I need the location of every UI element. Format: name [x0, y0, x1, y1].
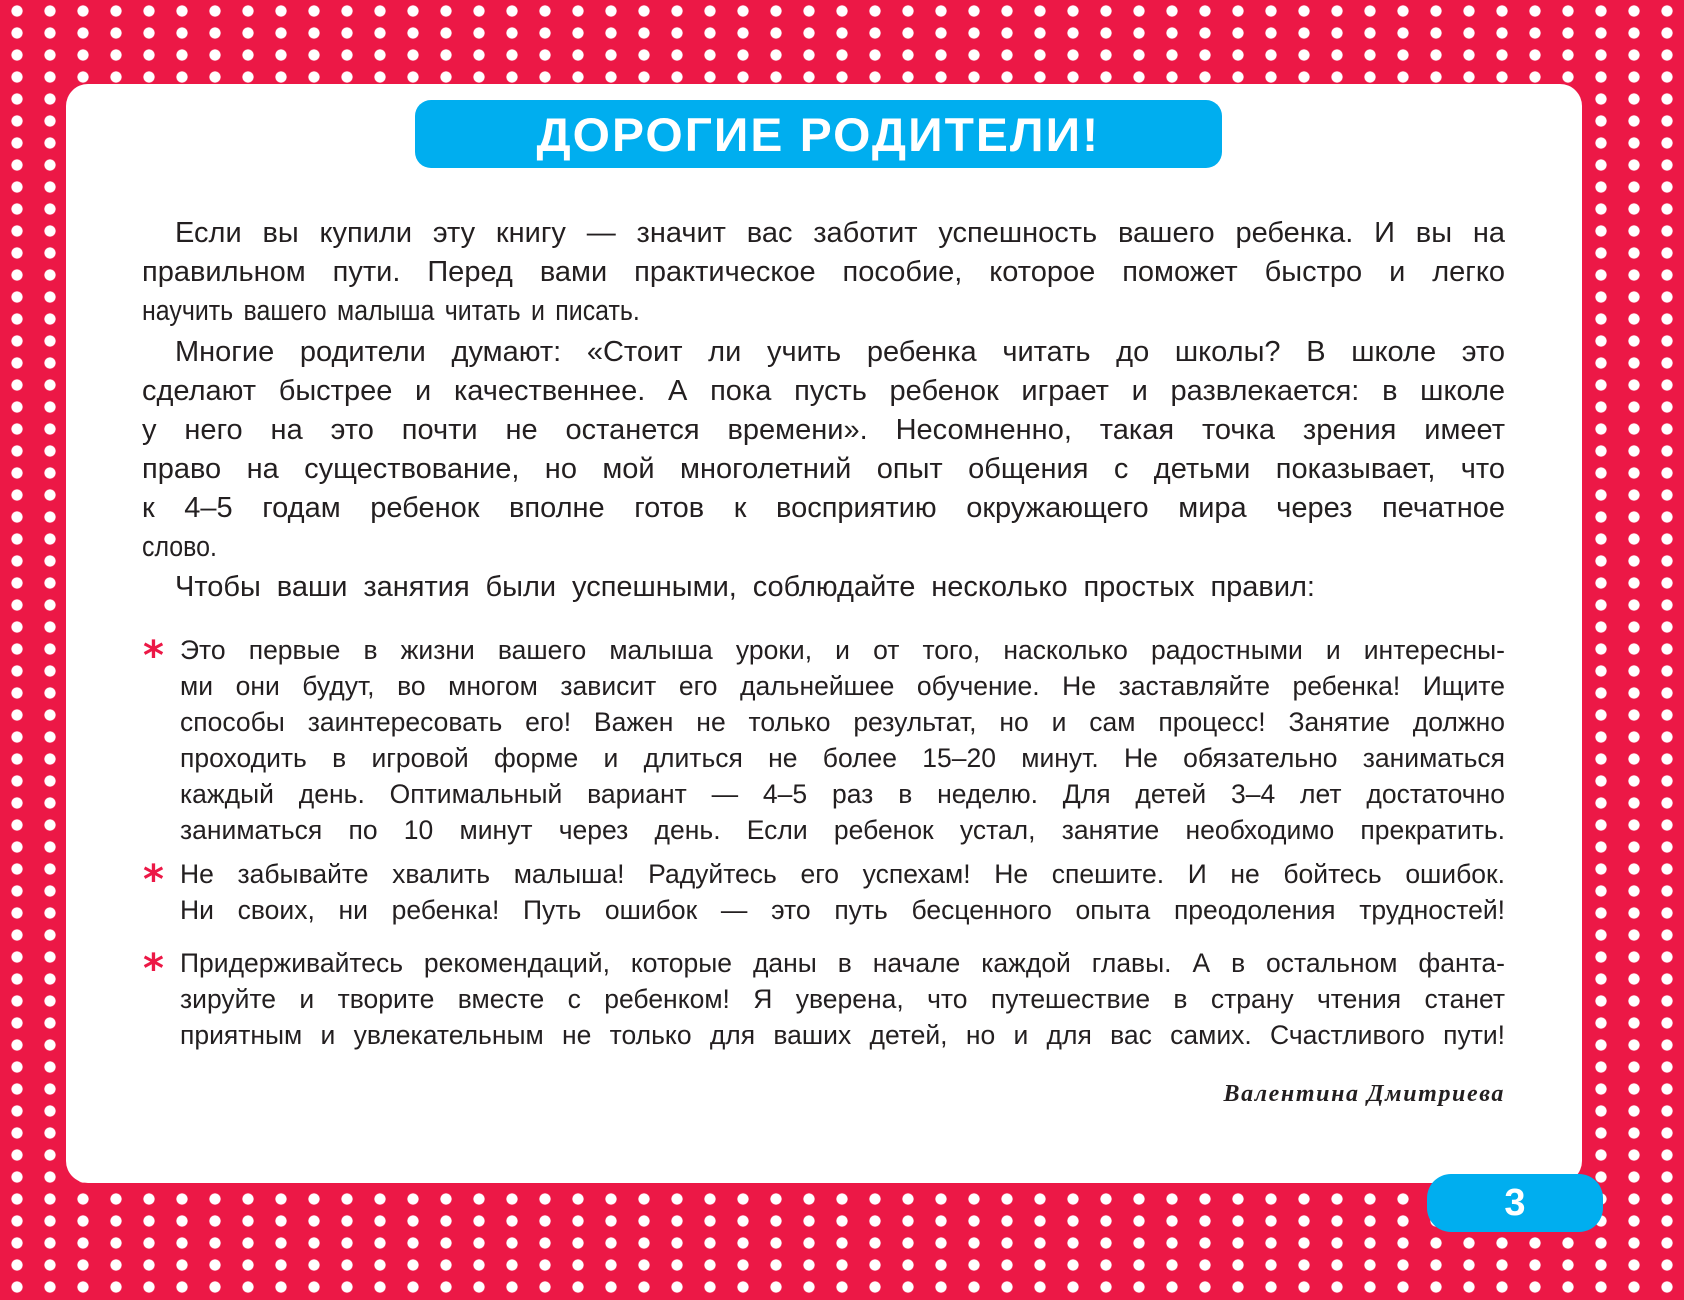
paragraph-2-line: у него на это почти не останется времени». Несомненно, такая точка зрения имеет — [142, 414, 1505, 446]
page-number-badge — [1427, 1174, 1603, 1232]
rule-1-line: способы заинтересовать его! Важен не только результат, но и сам процесс! Занятие должно — [180, 707, 1505, 737]
asterisk-bullet-icon: * — [143, 633, 164, 679]
rule-1-line: каждый день. Оптимальный вариант — 4–5 раз в неделю. Для детей 3–4 лет достаточно — [180, 779, 1505, 809]
paragraph-1-line: научить вашего малыша читать и писать. — [142, 295, 640, 327]
paragraph-2-line: Многие родители думают: «Стоит ли учить ребенка читать до школы? В школе это — [175, 336, 1505, 368]
paragraph-1-line: Если вы купили эту книгу — значит вас заботит успешность вашего ребенка. И вы на — [175, 217, 1505, 249]
rule-1-line: проходить в игровой форме и длиться не более 15–20 минут. Не обязательно заниматься — [180, 743, 1505, 773]
page-number: 3 — [1504, 1181, 1526, 1224]
paragraph-2-line: слово. — [142, 531, 217, 563]
paragraph-2-line: к 4–5 годам ребенок вполне готов к восприятию окружающего мира через печатное — [142, 492, 1505, 524]
rule-3-line: зируйте и творите вместе с ребенком! Я уверена, что путешествие в страну чтения станет — [180, 984, 1505, 1014]
paragraph-1-line: правильном пути. Перед вами практическое пособие, которое поможет быстро и легко — [142, 256, 1505, 288]
paragraph-2-line: право на существование, но мой многолетний опыт общения с детьми показывает, что — [142, 453, 1505, 485]
paragraph-2-line: сделают быстрее и качественнее. А пока пусть ребенок играет и развлекается: в школе — [142, 375, 1505, 407]
rule-1-line: Это первые в жизни вашего малыша уроки, и от того, насколько радостными и интересны- — [180, 635, 1505, 665]
asterisk-bullet-icon: * — [143, 857, 164, 903]
rule-3-line: Придерживайтесь рекомендаций, которые даны в начале каждой главы. А в остальном фанта- — [180, 948, 1505, 978]
rule-2-line: Не забывайте хвалить малыша! Радуйтесь его успехам! Не спешите. И не бойтесь ошибок. — [180, 859, 1505, 889]
rule-3-line: приятным и увлекательным не только для ваших детей, но и для вас самих. Счастливого пути! — [180, 1020, 1505, 1050]
title-banner — [415, 100, 1222, 168]
rule-2-line: Ни своих, ни ребенка! Путь ошибок — это путь бесценного опыта преодоления трудностей! — [180, 895, 1505, 925]
asterisk-bullet-icon: * — [143, 946, 164, 992]
paragraph-3-line: Чтобы ваши занятия были успешными, соблюдайте несколько простых правил: — [175, 571, 1315, 603]
author-signature: Валентина Дмитриева — [1223, 1081, 1505, 1107]
rule-1-line: ми они будут, во многом зависит его дальнейшее обучение. Не заставляйте ребенка! Ищите — [180, 671, 1505, 701]
rule-1-line: заниматься по 10 минут через день. Если ребенок устал, занятие необходимо прекратить. — [180, 815, 1505, 845]
page-title: ДОРОГИЕ РОДИТЕЛИ! — [536, 107, 1101, 161]
